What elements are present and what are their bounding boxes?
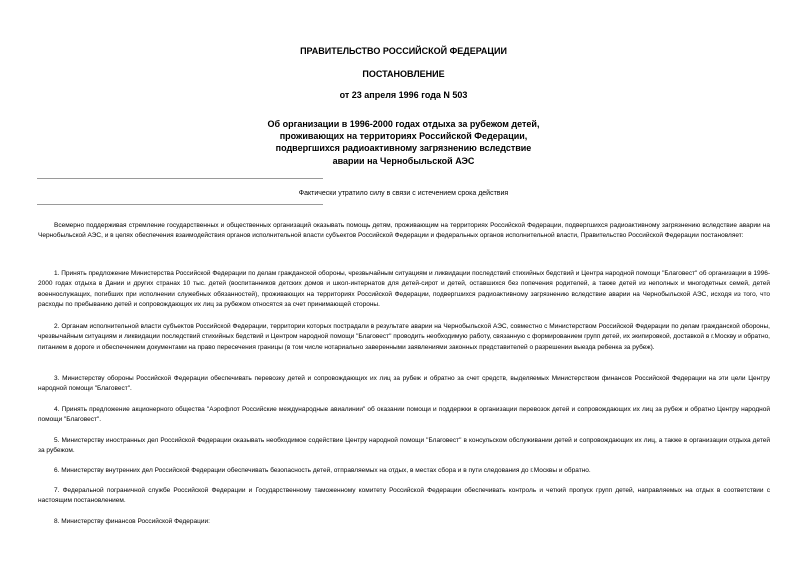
- paragraph-3: 3. Министерству обороны Российской Федерации обеспечивать перевозку детей и сопровождающих их лиц за рубеж и обратно за счет средств, выделяемых Министерством финансов Российской Федерации на эти цели Центру народной помощи "Благовест".: [38, 375, 770, 393]
- title-line: проживающих на территориях Российской Федерации,: [279, 131, 528, 142]
- paragraph-1: 1. Принять предложение Министерства Российской Федерации по делам гражданской обороны, чрезвычайным ситуациям и ликвидации последствий стихийных бедствий и Центра народной помощи "Благовест" об организации в 1996-2000 годах отдыха в Дании и других странах 10 тыс. детей (воспитанников детских домов и школ-интернатов для детей-сирот и детей, оставшихся без попечения родителей, а также детей из неполных и многодетных семей, детей военнослужащих, погибших при исполнении служебных обязанностей), проживающих на территориях Российской Федерации, подвергшихся радиоактивному загрязнению вследствие аварии на Чернобыльской АЭС, исходя из того, что расходы по пребыванию детей и сопровождающих их лиц за рубежом относятся за счет принимающей стороны.: [38, 270, 770, 309]
- paragraph-5: 5. Министерству иностранных дел Российской Федерации оказывать необходимое содействие Центру народной помощи "Благовест" в консульском обслуживании детей и сопровождающих их лиц, а также в организации отдыха детей за рубежом.: [38, 437, 770, 455]
- title-line: аварии на Чернобыльской АЭС: [332, 155, 475, 166]
- paragraph-6: 6. Министерству внутренних дел Российской Федерации обеспечивать безопасность детей, отправляемых на отдых, в местах сбора и в пути следования до г.Москвы и обратно.: [54, 467, 591, 474]
- issuer-heading: ПРАВИТЕЛЬСТВО РОССИЙСКОЙ ФЕДЕРАЦИИ: [300, 46, 507, 56]
- paragraph-7: 7. Федеральной пограничной службе Российской Федерации и Государственному таможенному комитету Российской Федерации обеспечивать контроль и четкий пропуск групп детей, направляемых на отдых в соответствии с настоящим постановлением.: [38, 487, 770, 505]
- document-type-heading: ПОСТАНОВЛЕНИЕ: [362, 69, 445, 79]
- paragraph-2: 2. Органам исполнительной власти субъектов Российской Федерации, территории которых пострадали в результате аварии на Чернобыльской АЭС, совместно с Министерством Российской Федерации по делам гражданской обороны, чрезвычайным ситуациям и ликвидации последствий стихийных бедствий и Центром народной помощи "Благовест" проводить необходимую работу, связанную с формированием групп детей, их экипировкой, доставкой в г.Москву и обратно, питанием в дороге и обеспечением документами на право пересечения границы (в том числе нотариально заверенными заявлениями законных представителей о разрешении выезда ребенка за рубеж).: [38, 323, 770, 351]
- date-number-heading: от 23 апреля 1996 года N 503: [339, 90, 468, 100]
- document-title: [0, 118, 807, 167]
- preamble-paragraph: Всемерно поддерживая стремление государственных и общественных организаций оказывать помощь детям, проживающим на территориях Российской Федерации, подвергшихся радиоактивному загрязнению вследствие аварии на Чернобыльской АЭС, и в целях обеспечения взаимодействия органов исполнительной власти субъектов Российской Федерации и федеральных органов исполнительной власти, Правительство Российской Федерации постановляет:: [38, 222, 770, 240]
- title-line: Об организации в 1996-2000 годах отдыха за рубежом детей,: [267, 119, 540, 129]
- paragraph-4: 4. Принять предложение акционерного общества "Аэрофлот Российские международные авиалинии" об оказании помощи и поддержки в организации перевозок детей и сопровождающих их лиц за рубеж и обратно Центру народной помощи "Благовест".: [38, 406, 770, 424]
- divider-bottom: [37, 204, 323, 205]
- paragraph-8: 8. Министерству финансов Российской Федерации:: [54, 518, 210, 525]
- status-note: Фактически утратило силу в связи с истечением срока действия: [298, 190, 509, 197]
- title-line: подвергшихся радиоактивному загрязнению вследствие: [275, 143, 532, 154]
- divider-top: [37, 178, 323, 179]
